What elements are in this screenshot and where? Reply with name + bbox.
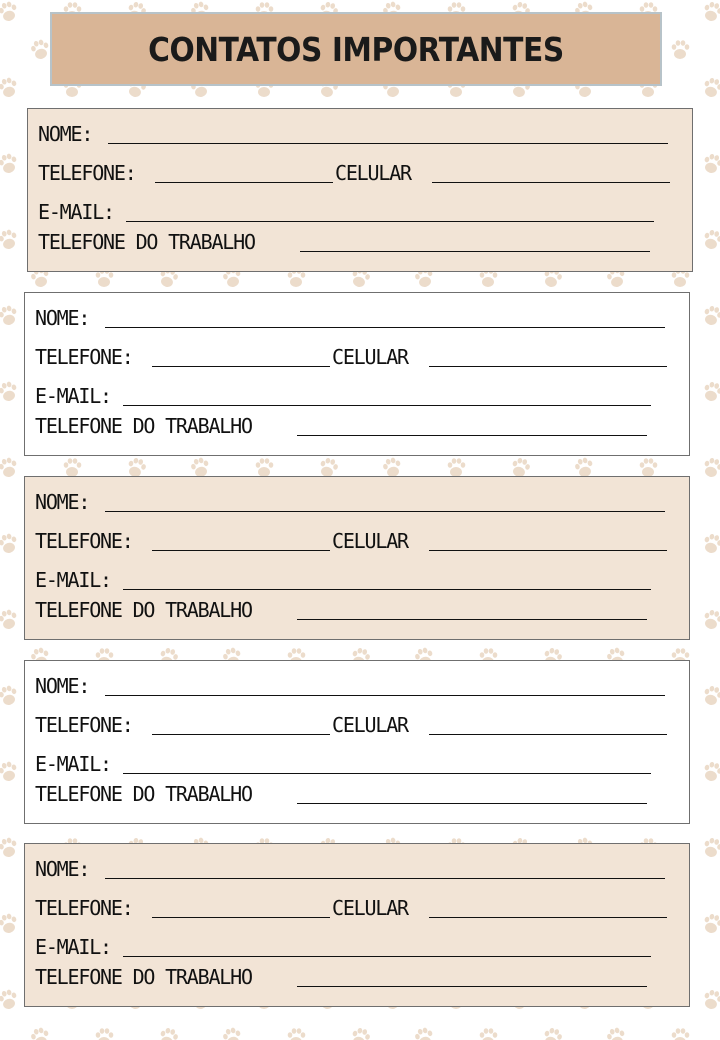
paw-print-icon xyxy=(542,1026,564,1040)
telefone-line[interactable] xyxy=(155,182,333,183)
celular-label: CELULAR xyxy=(332,529,408,553)
paw-print-icon xyxy=(0,152,19,175)
email-line[interactable] xyxy=(126,221,654,222)
paw-print-icon xyxy=(702,0,720,23)
email-label: E-MAIL: xyxy=(35,568,111,592)
email-line[interactable] xyxy=(123,589,651,590)
contact-card xyxy=(24,660,690,824)
telefone-trabalho-line[interactable] xyxy=(297,803,647,804)
celular-line[interactable] xyxy=(429,366,667,367)
paw-print-icon xyxy=(702,380,720,403)
paw-print-icon xyxy=(0,304,19,327)
paw-print-icon xyxy=(0,76,19,99)
title-banner xyxy=(50,12,662,86)
paw-print-icon xyxy=(702,304,720,327)
celular-label: CELULAR xyxy=(332,713,408,737)
paw-print-icon xyxy=(0,836,19,859)
telefone-line[interactable] xyxy=(152,734,330,735)
email-line[interactable] xyxy=(123,956,651,957)
celular-line[interactable] xyxy=(429,550,667,551)
paw-print-icon xyxy=(605,1026,627,1040)
celular-label: CELULAR xyxy=(335,161,411,185)
nome-label: NOME: xyxy=(35,857,90,881)
paw-print-icon xyxy=(29,38,51,61)
email-label: E-MAIL: xyxy=(38,200,114,224)
paw-print-icon xyxy=(413,1026,435,1040)
telefone-trabalho-line[interactable] xyxy=(297,986,647,987)
paw-print-icon xyxy=(29,1026,51,1040)
celular-line[interactable] xyxy=(432,182,670,183)
paw-print-icon xyxy=(0,228,19,251)
telefone-trabalho-line[interactable] xyxy=(300,251,650,252)
email-label: E-MAIL: xyxy=(35,752,111,776)
paw-print-icon xyxy=(288,1028,306,1040)
nome-label: NOME: xyxy=(35,306,90,330)
celular-label: CELULAR xyxy=(332,345,408,369)
paw-print-icon xyxy=(672,40,690,59)
telefone-trabalho-line[interactable] xyxy=(297,435,647,436)
telefone-trabalho-label: TELEFONE DO TRABALHO xyxy=(35,598,252,622)
paw-print-icon xyxy=(158,1026,180,1040)
paw-print-icon xyxy=(702,228,720,251)
nome-line[interactable] xyxy=(105,511,665,512)
paw-print-icon xyxy=(448,458,466,477)
paw-print-icon xyxy=(0,988,19,1011)
telefone-line[interactable] xyxy=(152,917,330,918)
telefone-label: TELEFONE: xyxy=(35,529,133,553)
paw-print-icon xyxy=(702,152,720,175)
telefone-line[interactable] xyxy=(152,366,330,367)
paw-print-icon xyxy=(702,456,720,479)
email-line[interactable] xyxy=(123,773,651,774)
paw-print-icon xyxy=(0,760,19,783)
paw-print-icon xyxy=(0,608,19,631)
paw-print-icon xyxy=(256,458,274,477)
paw-print-icon xyxy=(96,1028,114,1040)
telefone-label: TELEFONE: xyxy=(38,161,136,185)
contact-card xyxy=(27,108,693,272)
telefone-label: TELEFONE: xyxy=(35,713,133,737)
telefone-label: TELEFONE: xyxy=(35,896,133,920)
paw-print-icon xyxy=(0,0,19,23)
nome-label: NOME: xyxy=(35,674,90,698)
celular-label: CELULAR xyxy=(332,896,408,920)
paw-print-icon xyxy=(702,608,720,631)
page-title: CONTATOS IMPORTANTES xyxy=(148,29,564,69)
telefone-label: TELEFONE: xyxy=(35,345,133,369)
nome-label: NOME: xyxy=(38,122,93,146)
telefone-trabalho-label: TELEFONE DO TRABALHO xyxy=(38,230,255,254)
nome-line[interactable] xyxy=(105,695,665,696)
nome-line[interactable] xyxy=(105,327,665,328)
paw-print-icon xyxy=(64,458,82,477)
paw-print-icon xyxy=(0,684,19,707)
paw-print-icon xyxy=(0,912,19,935)
telefone-trabalho-label: TELEFONE DO TRABALHO xyxy=(35,414,252,438)
telefone-trabalho-label: TELEFONE DO TRABALHO xyxy=(35,782,252,806)
contact-card xyxy=(24,843,690,1007)
paw-print-icon xyxy=(0,532,19,555)
contact-card xyxy=(24,292,690,456)
celular-line[interactable] xyxy=(429,734,667,735)
paw-print-icon xyxy=(480,1028,498,1040)
paw-print-icon xyxy=(702,836,720,859)
celular-line[interactable] xyxy=(429,917,667,918)
email-label: E-MAIL: xyxy=(35,935,111,959)
nome-line[interactable] xyxy=(105,878,665,879)
paw-print-icon xyxy=(221,1026,243,1040)
paw-print-icon xyxy=(672,1028,690,1040)
telefone-line[interactable] xyxy=(152,550,330,551)
paw-print-icon xyxy=(702,988,720,1011)
paw-print-icon xyxy=(702,76,720,99)
nome-label: NOME: xyxy=(35,490,90,514)
paw-print-icon xyxy=(350,1026,372,1040)
paw-print-icon xyxy=(702,532,720,555)
paw-print-icon xyxy=(702,760,720,783)
paw-print-icon xyxy=(0,456,19,479)
contact-card xyxy=(24,476,690,640)
telefone-trabalho-line[interactable] xyxy=(297,619,647,620)
paw-print-icon xyxy=(640,458,658,477)
paw-print-icon xyxy=(702,684,720,707)
telefone-trabalho-label: TELEFONE DO TRABALHO xyxy=(35,965,252,989)
email-line[interactable] xyxy=(123,405,651,406)
paw-print-icon xyxy=(0,380,19,403)
paw-print-icon xyxy=(702,912,720,935)
email-label: E-MAIL: xyxy=(35,384,111,408)
nome-line[interactable] xyxy=(108,143,668,144)
